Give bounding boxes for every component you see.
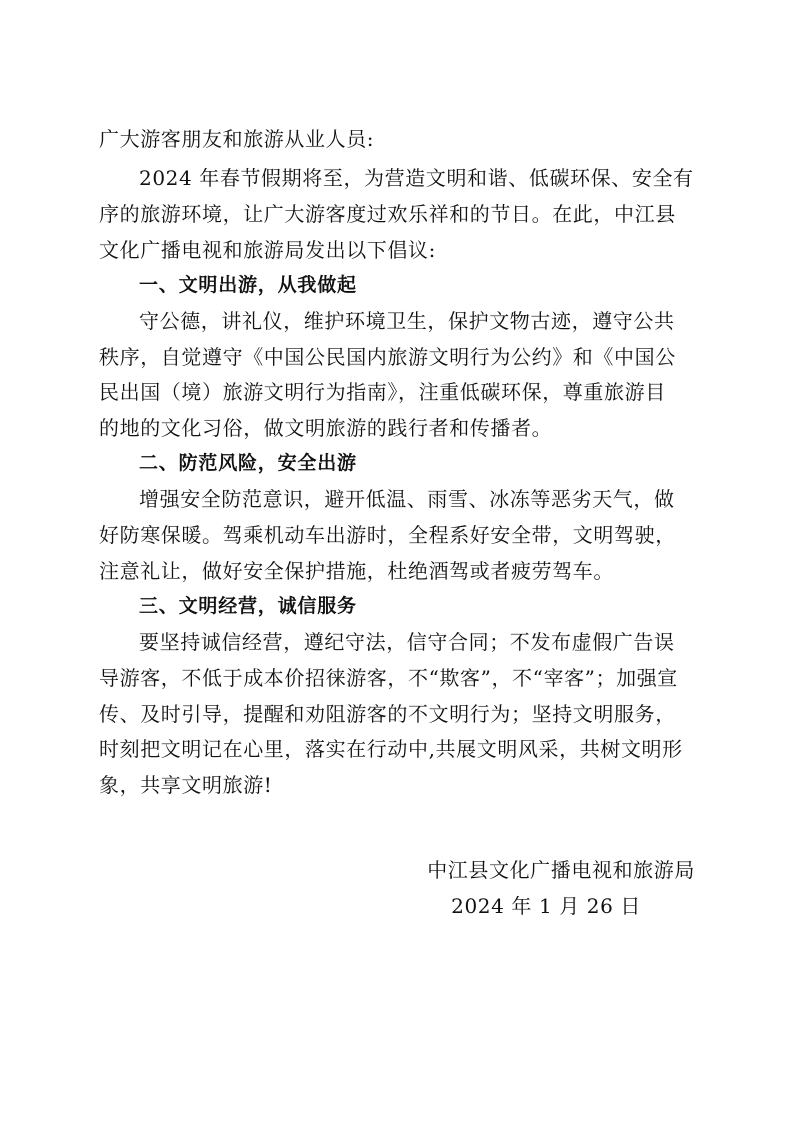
signature-organization: 中江县文化广播电视和旅游局 [427,858,695,882]
section-1-heading: 一、文明出游，从我做起 [139,274,357,296]
section-1-line-2: 秩序，自觉遵守《中国公民国内旅游文明行为公约》和《中国公 [99,345,676,369]
section-2-line-2: 好防寒保暖。驾乘机动车出游时，全程系好安全带，文明驾驶， [99,523,676,547]
intro-line-1: 2024 年春节假期将至，为营造文明和谐、低碳环保、安全有 [139,166,694,190]
intro-line-3: 文化广播电视和旅游局发出以下倡议: [99,238,436,262]
section-3-line-4: 时刻把文明记在心里，落实在行动中,共展文明风采，共树文明形 [99,737,683,761]
section-1-line-4: 的地的文化习俗，做文明旅游的践行者和传播者。 [99,416,553,440]
intro-line-2: 序的旅游环境，让广大游客度过欢乐祥和的节日。在此，中江县 [99,202,676,226]
signature-date: 2024 年 1 月 26 日 [451,894,641,918]
section-1-line-1: 守公德，讲礼仪，维护环境卫生，保护文物古迹，遵守公共 [139,309,675,333]
section-3-line-3: 传、及时引导，提醒和劝阻游客的不文明行为；坚持文明服务， [99,702,676,726]
section-3-heading: 三、文明经营，诚信服务 [139,595,357,617]
section-3-line-2: 导游客，不低于成本价招徕游客，不“欺客”，不“宰客”；加强宣 [99,666,678,690]
section-3-line-5: 象，共享文明旅游! [99,773,273,797]
section-2-heading: 二、防范风险，安全出游 [139,452,357,474]
section-1-line-3: 民出国（境）旅游文明行为指南》，注重低碳环保，尊重旅游目 [99,380,666,404]
section-2-line-3: 注意礼让，做好安全保护措施，杜绝酒驾或者疲劳驾车。 [99,559,614,583]
salutation: 广大游客朋友和旅游从业人员: [99,127,375,151]
section-2-line-1: 增强安全防范意识，避开低温、雨雪、冰冻等恶劣天气，做 [139,487,675,511]
section-3-line-1: 要坚持诚信经营，遵纪守法，信守合同；不发布虚假广告误 [139,630,675,654]
